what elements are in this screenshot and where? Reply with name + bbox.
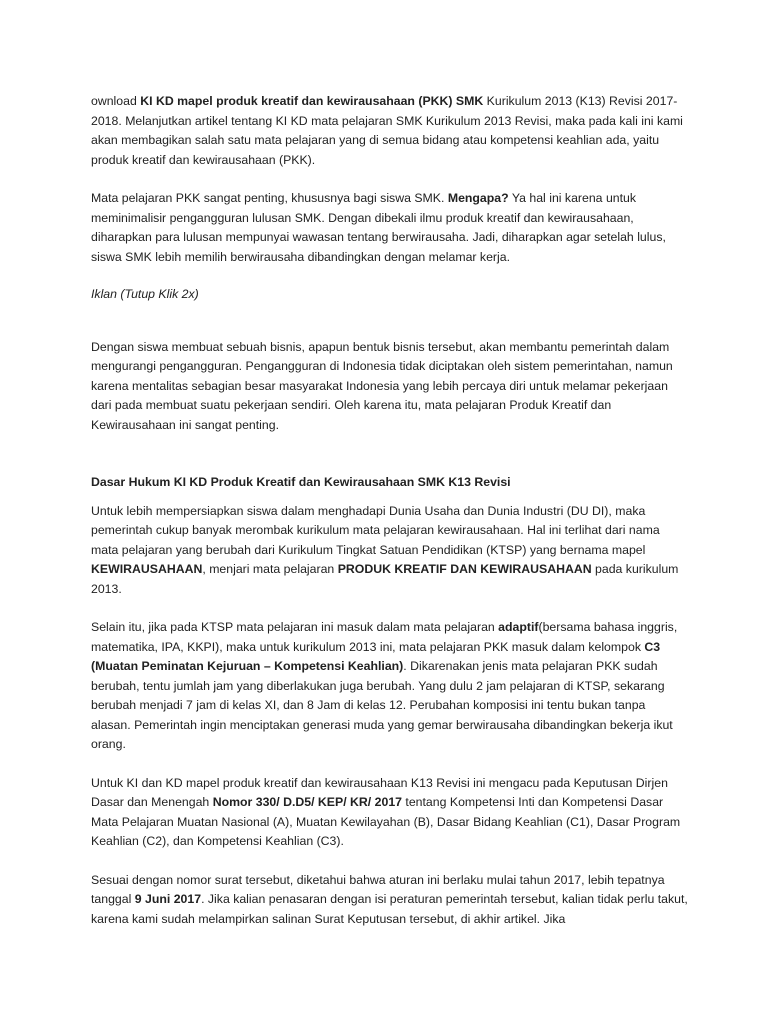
bold-text: PRODUK KREATIF DAN KEWIRAUSAHAAN	[337, 562, 592, 576]
paragraph-decree	[91, 774, 688, 852]
bold-text: C3 (Muatan Peminatan Kejuruan – Kompetensi Keahlian)	[91, 639, 661, 673]
bold-text: KI KD mapel produk kreatif dan kewirausahaan (PKK) SMK	[140, 94, 484, 108]
paragraph-business	[91, 338, 688, 436]
bold-text: Mengapa?	[447, 191, 509, 205]
text-span: ownload	[91, 94, 141, 108]
bold-text: KEWIRAUSAHAAN	[91, 562, 203, 576]
paragraph-effective-date	[91, 871, 688, 930]
text-span: Ya hal ini karena untuk meminimalisir pengangguran lulusan SMK. Dengan dibekali ilmu produk kreatif dan kewirausahaan, diharapkan para lulusan mempunyai wawasan tentang berwirausaha. Jadi, diharapkan agar setelah lulus, siswa SMK lebih memilih berwirausaha dibandingkan dengan melamar kerja.	[91, 191, 666, 264]
text-span: Dengan siswa membuat sebuah bisnis, apapun bentuk bisnis tersebut, akan membantu pemerintah dalam mengurangi pengangguran. Pengangguran di Indonesia tidak diciptakan oleh sistem pemerintahan, namun karena mentalitas sebagian besar masyarakat Indonesia yang lebih percaya diri untuk melamar pekerjaan dari pada membuat suatu pekerjaan sendiri. Oleh karena itu, mata pelajaran Produk Kreatif dan Kewirausahaan ini sangat penting.	[91, 339, 673, 432]
text-span: Selain itu, jika pada KTSP mata pelajaran ini masuk dalam mata pelajaran	[91, 620, 499, 634]
text-span: Untuk KI dan KD mapel produk kreatif dan kewirausahaan K13 Revisi ini mengacu pada Keputusan Dirjen Dasar dan Menengah	[91, 775, 668, 809]
text-span: tentang Kompetensi Inti dan Kompetensi Dasar Mata Pelajaran Muatan Nasional (A), Muatan Kewilayahan (B), Dasar Bidang Keahlian (C1), Dasar Program Keahlian (C2), dan Kompetensi Keahlian (C3).	[91, 795, 681, 848]
bold-text: Nomor 330/ D.D5/ KEP/ KR/ 2017	[212, 795, 402, 809]
paragraph-intro	[91, 92, 688, 170]
text-span: , menjari mata pelajaran	[202, 562, 338, 576]
paragraph-curriculum-change	[91, 618, 688, 755]
text-span: Sesuai dengan nomor surat tersebut, diketahui bahwa aturan ini berlaku mulai tahun 2017, lebih tepatnya tanggal	[91, 872, 665, 906]
text-span: . Jika kalian penasaran dengan isi peraturan pemerintah tersebut, kalian tidak perlu takut, karena kami sudah melampirkan salinan Surat Keputusan tersebut, di akhir artikel. Jika	[91, 892, 688, 926]
text-span: Kurikulum 2013 (K13) Revisi 2017-2018. Melanjutkan artikel tentang KI KD mata pelajaran SMK Kurikulum 2013 Revisi, maka pada kali ini kami akan membagikan salah satu mata pelajaran yang di semua bidang atau kompetensi keahlian ada, yaitu produk kreatif dan kewirausahaan (PKK).	[91, 94, 683, 167]
ad-label[interactable]: Iklan (Tutup Klik 2x)	[91, 287, 199, 301]
text-span: Untuk lebih mempersiapkan siswa dalam menghadapi Dunia Usaha dan Dunia Industri (DU DI), maka pemerintah cukup banyak merombak kurikulum mata pelajaran kewirausahaan. Hal ini terlihat dari nama mata pelajaran yang berubah dari Kurikulum Tingkat Satuan Pendidikan (KTSP) yang bernama mapel	[91, 503, 660, 557]
bold-text: 9 Juni 2017	[134, 892, 202, 906]
text-span: (bersama bahasa inggris, matematika, IPA, KKPI), maka untuk kurikulum 2013 ini, mata pelajaran PKK masuk dalam kelompok	[91, 620, 678, 654]
paragraph-importance	[91, 189, 688, 267]
text-span: Mata pelajaran PKK sangat penting, khususnya bagi siswa SMK.	[91, 191, 448, 205]
text-span: . Dikarenakan jenis mata pelajaran PKK sudah berubah, tentu jumlah jam yang diberlakukan juga berubah. Yang dulu 2 jam pelajaran di KTSP, sekarang berubah menjadi 7 jam di kelas XI, dan 8 Jam di kelas 12. Perubahan komposisi ini tentu bukan tanpa alasan. Pemerintah ingin menciptakan generasi muda yang gemar berwirausaha dibandingkan bekerja ikut orang.	[91, 659, 673, 751]
paragraph-legal-basis	[91, 502, 688, 600]
bold-text: adaptif	[498, 620, 539, 634]
section-heading: Dasar Hukum KI KD Produk Kreatif dan Kewirausahaan SMK K13 Revisi	[91, 475, 511, 489]
text-span: pada kurikulum 2013.	[91, 562, 679, 596]
